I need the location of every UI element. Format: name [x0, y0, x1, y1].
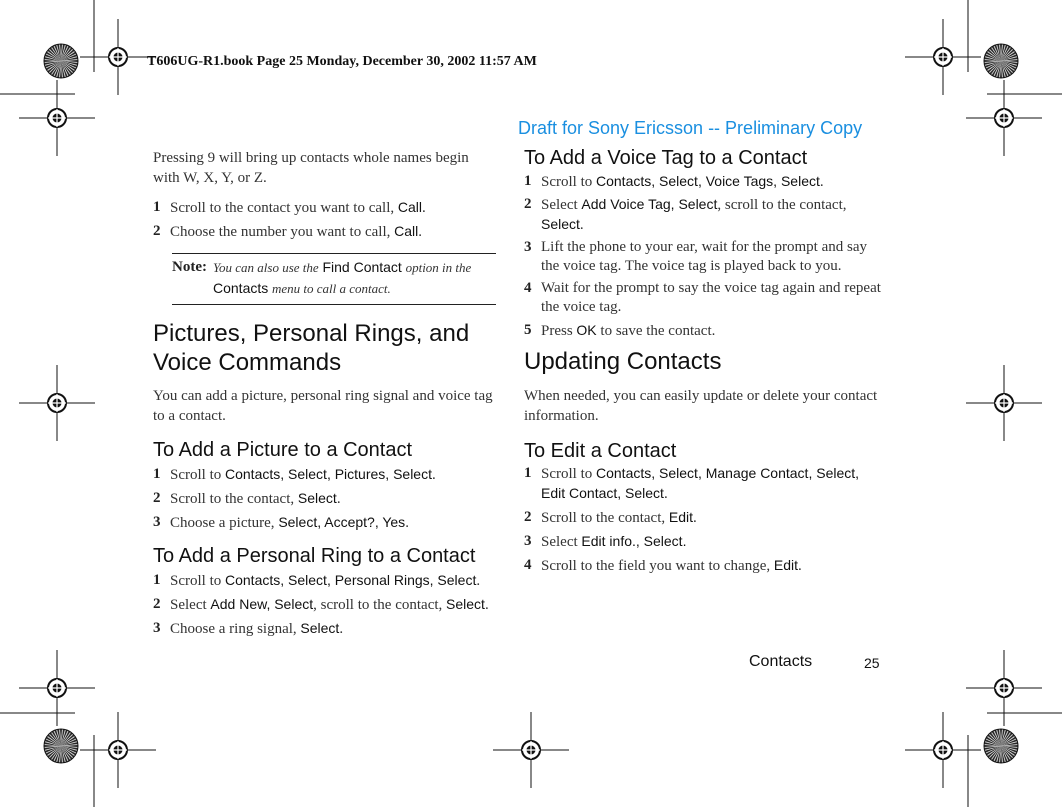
page-number: 25	[864, 655, 880, 671]
list-item: 2 Select Add Voice Tag, Select, scroll to the contact, Select.	[524, 196, 847, 233]
subheading-edit: To Edit a Contact	[524, 440, 677, 462]
section-heading: Pictures, Personal Rings, and Voice Commands	[153, 320, 470, 376]
registration-mark	[19, 650, 95, 726]
list-item: 3 Choose a ring signal, Select.	[153, 620, 344, 637]
intro-text: Pressing 9 will bring up contacts whole names begin with W, X, Y, or Z.	[153, 150, 469, 186]
print-header: T606UG-R1.book Page 25 Monday, December 30, 2002 11:57 AM	[147, 54, 537, 69]
starburst-mark	[44, 44, 78, 78]
note-label: Note:	[172, 259, 207, 275]
list-item: 1 Scroll to Contacts, Select, Voice Tags, Select.	[524, 173, 824, 190]
registration-mark	[905, 712, 981, 788]
list-item: 1 Scroll to Contacts, Select, Pictures, Select.	[153, 466, 436, 483]
updating-text: When needed, you can easily update or delete your contact information.	[524, 388, 878, 424]
registration-mark	[80, 19, 156, 95]
starburst-mark	[984, 729, 1018, 763]
registration-mark	[493, 712, 569, 788]
subheading-voice: To Add a Voice Tag to a Contact	[524, 147, 808, 169]
list-item: 2 Scroll to the contact, Edit.	[524, 509, 697, 526]
list-item: 1 Scroll to the contact you want to call, Call.	[153, 199, 426, 216]
list-item: 5 Press OK to save the contact.	[524, 322, 716, 339]
subheading-picture: To Add a Picture to a Contact	[153, 439, 413, 461]
list-item: 1 Scroll to Contacts, Select, Manage Contact, Select, Edit Contact, Select.	[524, 465, 860, 502]
registration-mark	[19, 80, 95, 156]
list-item: 2 Scroll to the contact, Select.	[153, 490, 341, 507]
footer-section: Contacts	[749, 653, 813, 670]
registration-mark	[966, 650, 1042, 726]
registration-mark	[905, 19, 981, 95]
section-text: You can add a picture, personal ring signal and voice tag to a contact.	[153, 388, 493, 424]
list-item: 4 Wait for the prompt to say the voice tag again and repeat the voice tag.	[524, 280, 881, 315]
registration-mark	[80, 712, 156, 788]
list-item: 3 Lift the phone to your ear, wait for the prompt and say the voice tag. The voice tag is played back to you.	[524, 239, 867, 274]
subheading-ring: To Add a Personal Ring to a Contact	[153, 545, 476, 567]
list-item: 3 Select Edit info., Select.	[524, 533, 687, 550]
list-item: 2 Select Add New, Select, scroll to the contact, Select.	[153, 596, 489, 613]
draft-notice: Draft for Sony Ericsson -- Preliminary Copy	[518, 118, 863, 138]
section-heading-updating: Updating Contacts	[524, 348, 722, 375]
registration-mark	[966, 80, 1042, 156]
registration-mark	[966, 365, 1042, 441]
list-item: 3 Choose a picture, Select, Accept?, Yes.	[153, 514, 409, 531]
list-item: 1 Scroll to Contacts, Select, Personal Rings, Select.	[153, 572, 481, 589]
right-column	[524, 146, 884, 576]
list-item: 4 Scroll to the field you want to change, Edit.	[524, 557, 802, 574]
list-item: 2 Choose the number you want to call, Call.	[153, 223, 422, 240]
left-column	[153, 148, 498, 639]
starburst-mark	[984, 44, 1018, 78]
starburst-mark	[44, 729, 78, 763]
note-box: Note: You can also use the Find Contact option in the Contacts menu to call a contact.	[172, 253, 496, 305]
registration-mark	[19, 365, 95, 441]
